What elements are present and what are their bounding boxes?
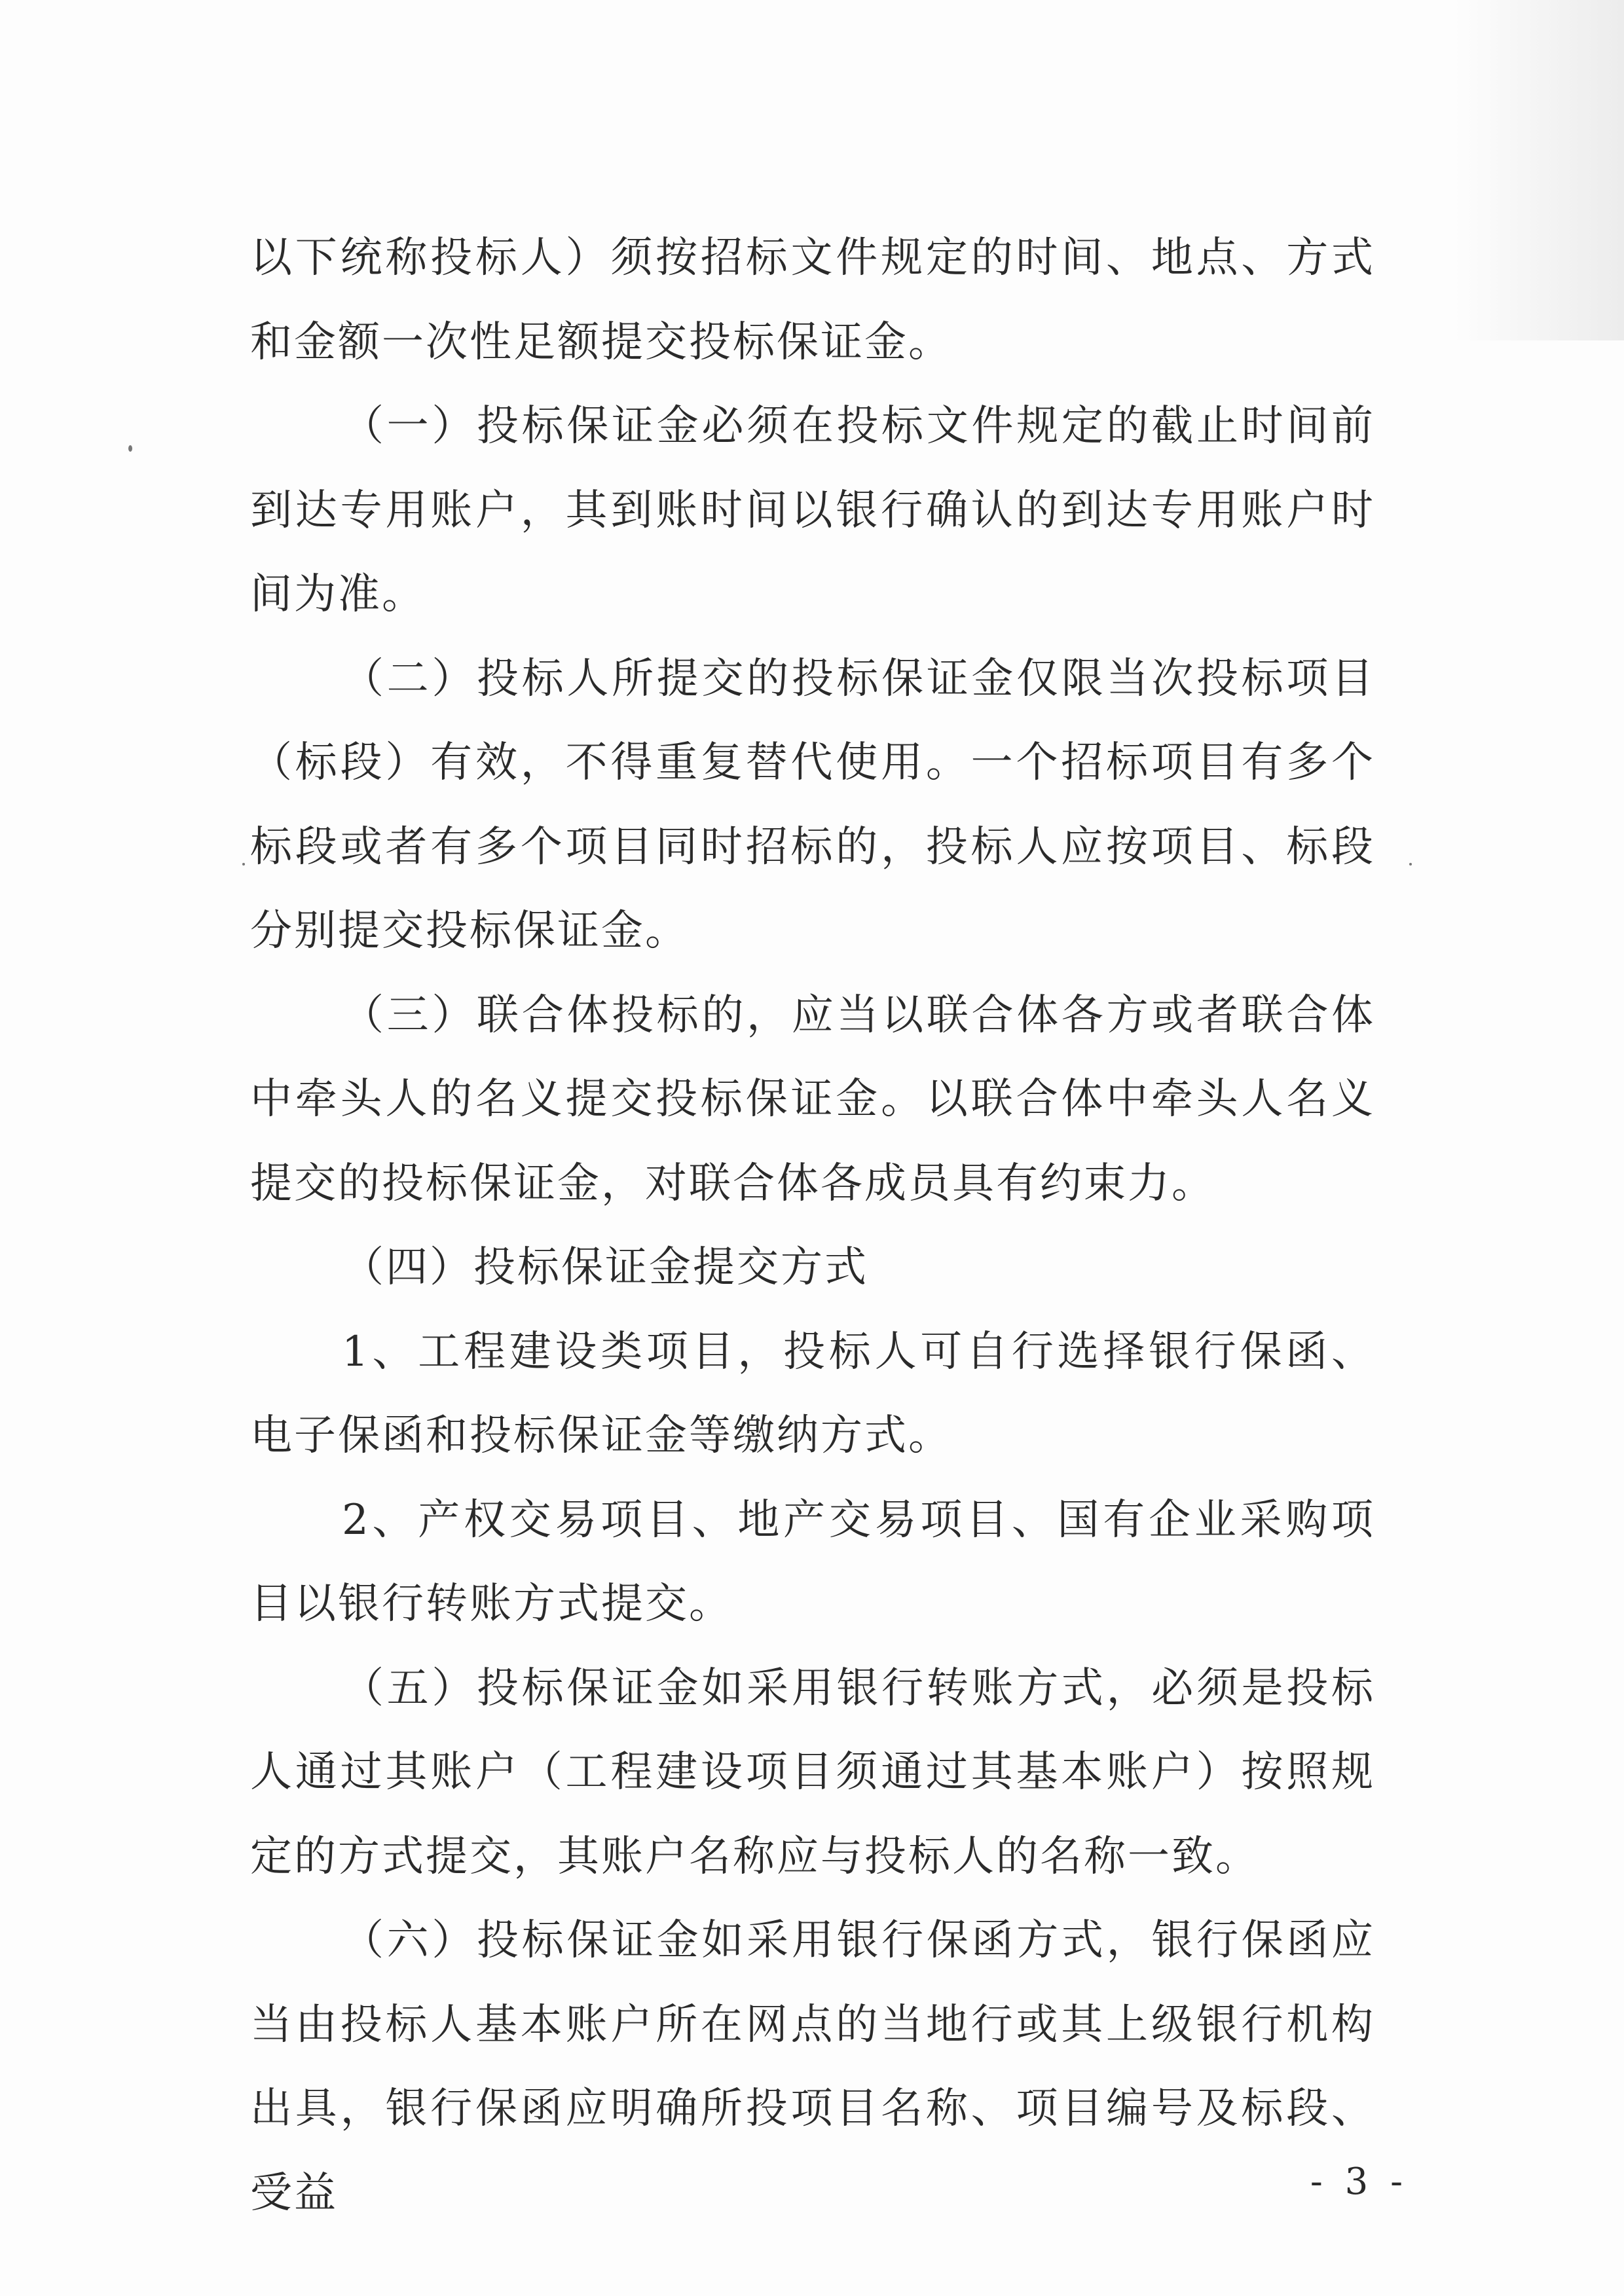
paragraph-subitem-2: 2、产权交易项目、地产交易项目、国有企业采购项目以银行转账方式提交。 — [250, 1495, 1375, 1628]
paragraph-item-1: （一）投标保证金必须在投标文件规定的截止时间前到达专用账户，其到账时间以银行确认的到达专用账户时间为准。 — [250, 402, 1375, 619]
paragraph-subitem-1: 1、工程建设类项目，投标人可自行选择银行保函、电子保函和投标保证金等缴纳方式。 — [250, 1327, 1375, 1460]
paragraph-item-5: （五）投标保证金如采用银行转账方式，必须是投标人通过其账户（工程建设项目须通过其基本账户）按照规定的方式提交，其账户名称应与投标人的名称一致。 — [250, 1664, 1375, 1881]
paragraph-item-3: （三）联合体投标的，应当以联合体各方或者联合体中牵头人的名义提交投标保证金。以联合体中牵头人名义提交的投标保证金，对联合体各成员具有约束力。 — [250, 991, 1375, 1208]
scan-shadow — [1454, 0, 1624, 340]
paragraph-item-6: （六）投标保证金如采用银行保函方式，银行保函应当由投标人基本账户所在网点的当地行或其上级银行机构出具，银行保函应明确所投项目名称、项目编号及标段、受益 — [250, 1916, 1375, 2217]
scan-speck — [128, 445, 132, 452]
page-number: - 3 - — [1310, 2160, 1408, 2203]
scan-speck — [242, 863, 245, 866]
paragraph-item-4-heading: （四）投标保证金提交方式 — [342, 1243, 868, 1292]
scan-speck — [1409, 863, 1412, 866]
paragraph-item-2: （二）投标人所提交的投标保证金仅限当次投标项目（标段）有效，不得重复替代使用。一个招标项目有多个标段或者有多个项目同时招标的，投标人应按项目、标段分别提交投标保证金。 — [250, 654, 1375, 955]
body-text — [250, 216, 1375, 2235]
paragraph-continuation: 以下统称投标人）须按招标文件规定的时间、地点、方式和金额一次性足额提交投标保证金。 — [250, 234, 1375, 367]
